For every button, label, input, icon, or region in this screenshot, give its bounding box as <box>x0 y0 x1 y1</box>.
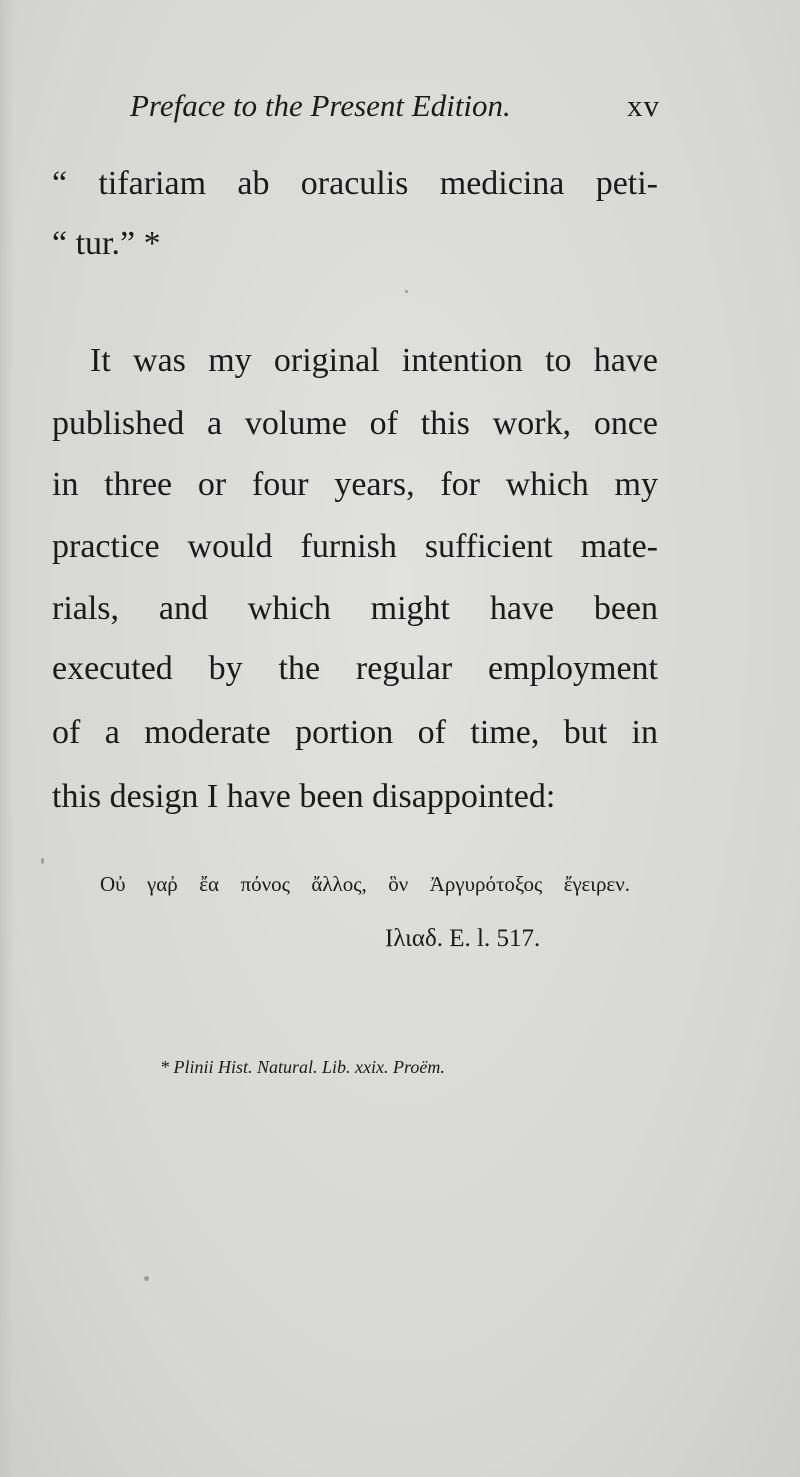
text-line: this design I have been disappointed: <box>52 778 556 815</box>
text-line: rials, and which might have been <box>52 590 658 627</box>
paragraph-first-line: It was my original intention to have <box>90 342 658 379</box>
text-line: “ tifariam ab oraculis medicina peti- <box>52 165 658 202</box>
text-line: “ tur.” * <box>52 225 161 262</box>
paper-speck <box>144 1276 149 1281</box>
text-line: published a volume of this work, once <box>52 405 658 442</box>
text-line: practice would furnish sufficient mate- <box>52 528 658 565</box>
paper-speck <box>405 290 408 293</box>
quotation-citation: Ιλιαδ. Ε. l. 517. <box>385 925 541 952</box>
text-line: executed by the regular employment <box>52 650 658 687</box>
text-line: in three or four years, for which my <box>52 466 658 503</box>
paper-speck <box>41 858 44 864</box>
text-line: of a moderate portion of time, but in <box>52 714 658 751</box>
page-number: xv <box>627 88 660 123</box>
running-title: Preface to the Present Edition. <box>130 88 511 123</box>
footnote: * Plinii Hist. Natural. Lib. xxix. Proëm. <box>160 1057 445 1077</box>
page-header <box>130 88 660 128</box>
greek-quotation: Οὐ γαῤ ἔα πόνος ἄλλος, ὃν Ἀργυρότοξος ἔγειρεν. <box>100 872 630 896</box>
